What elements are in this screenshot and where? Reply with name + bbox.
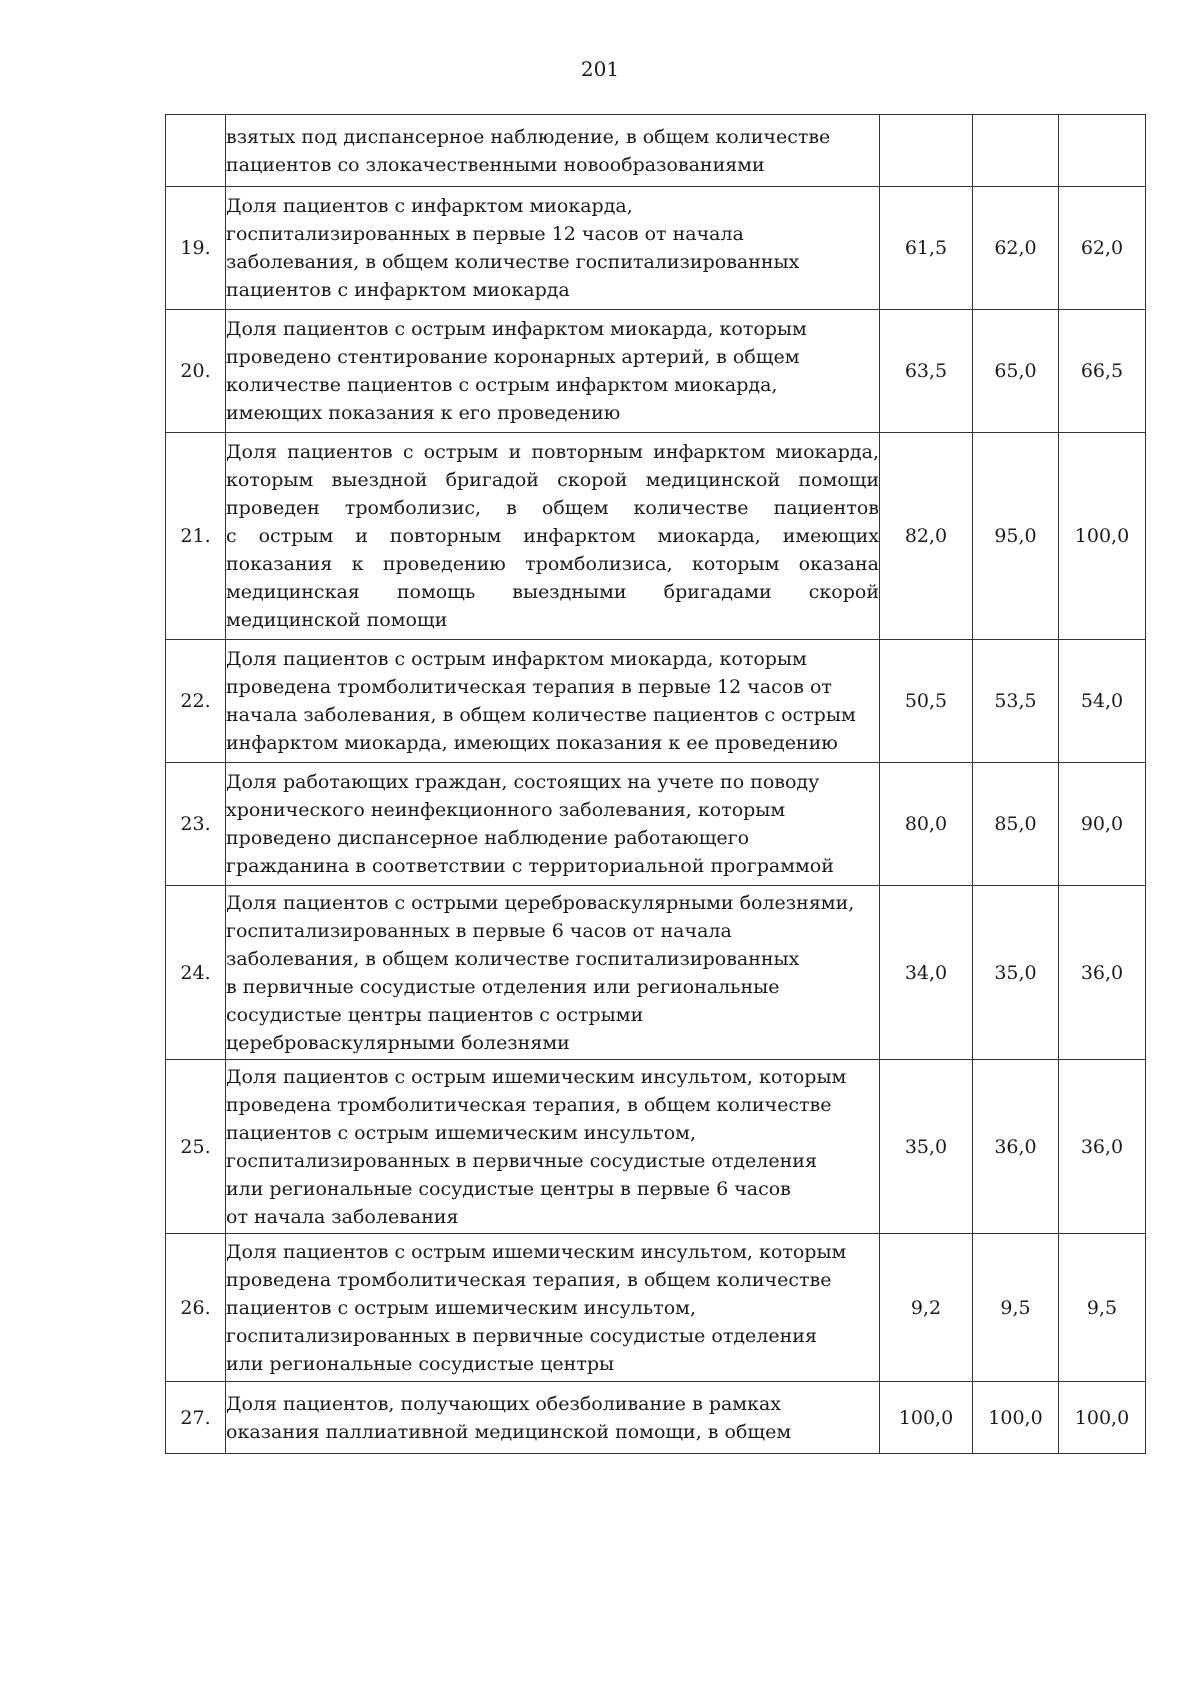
description-line: хронического неинфекционного заболевания, которым <box>226 799 786 821</box>
indicator-description-cell <box>226 1234 880 1382</box>
description-line: взятых под диспансерное наблюдение, в общем количестве <box>226 125 831 148</box>
description-line: с острым и повторным инфарктом миокарда, имеющих <box>226 525 879 547</box>
indicator-value-cell-1: 50,5 <box>880 640 973 763</box>
indicator-value-cell-1: 9,2 <box>880 1234 973 1382</box>
indicator-value-cell-1: 63,5 <box>880 310 973 433</box>
indicator-number-cell: 26. <box>166 1234 226 1382</box>
indicator-number-cell: 27. <box>166 1382 226 1454</box>
description-line: Доля пациентов с острыми цереброваскулярными болезнями, <box>226 891 855 914</box>
description-line: Доля пациентов с острым инфарктом миокарда, которым <box>226 318 807 340</box>
indicator-value-cell-1 <box>880 115 973 187</box>
table-row <box>166 1382 1146 1454</box>
description-line: проведена тромболитическая терапия, в общем количестве <box>226 1093 832 1116</box>
description-line: проведено диспансерное наблюдение работающего <box>226 827 750 849</box>
indicator-value-cell-1: 100,0 <box>880 1382 973 1454</box>
description-line: цереброваскулярными болезнями <box>226 1031 570 1054</box>
description-line: госпитализированных в первые 12 часов от начала <box>226 223 744 245</box>
description-line: количестве пациентов с острым инфарктом миокарда, <box>226 374 778 396</box>
indicator-number-cell: 22. <box>166 640 226 763</box>
indicator-value-cell-2: 36,0 <box>973 1060 1059 1234</box>
indicator-description-cell <box>226 886 880 1060</box>
description-line: госпитализированных в первые 6 часов от начала <box>226 919 732 942</box>
indicator-description-cell <box>226 310 880 433</box>
indicator-value-cell-2 <box>973 115 1059 187</box>
description-line: медицинская помощь выездными бригадами скорой <box>226 581 879 603</box>
indicator-value-cell-2: 62,0 <box>973 187 1059 310</box>
indicator-value-cell-3: 54,0 <box>1059 640 1146 763</box>
description-line: от начала заболевания <box>226 1205 459 1228</box>
description-line: оказания паллиативной медицинской помощи, в общем <box>226 1420 792 1443</box>
table-row <box>166 1060 1146 1234</box>
table-row <box>166 433 1146 640</box>
indicator-value-cell-3: 100,0 <box>1059 433 1146 640</box>
description-line: пациентов с острым ишемическим инсультом, <box>226 1296 696 1319</box>
description-line: медицинской помощи <box>226 609 448 631</box>
description-line: проведено стентирование коронарных артерий, в общем <box>226 346 800 368</box>
indicator-number-cell <box>166 115 226 187</box>
description-line: Доля пациентов с острым и повторным инфарктом миокарда, <box>226 441 879 463</box>
description-line: госпитализированных в первичные сосудистые отделения <box>226 1324 817 1347</box>
indicators-table <box>165 114 1146 1454</box>
description-line: Доля пациентов с инфарктом миокарда, <box>226 195 633 217</box>
description-line: госпитализированных в первичные сосудистые отделения <box>226 1149 817 1172</box>
indicator-value-cell-3: 36,0 <box>1059 1060 1146 1234</box>
indicator-number-cell: 19. <box>166 187 226 310</box>
description-line: Доля пациентов с острым инфарктом миокарда, которым <box>226 648 807 670</box>
indicator-number-cell: 21. <box>166 433 226 640</box>
description-line: или региональные сосудистые центры <box>226 1352 615 1375</box>
indicator-value-cell-1: 35,0 <box>880 1060 973 1234</box>
indicator-value-cell-1: 82,0 <box>880 433 973 640</box>
description-line: Доля работающих граждан, состоящих на учете по поводу <box>226 771 820 793</box>
description-line: которым выездной бригадой скорой медицинской помощи <box>226 469 879 491</box>
indicator-value-cell-2: 95,0 <box>973 433 1059 640</box>
description-line: или региональные сосудистые центры в первые 6 часов <box>226 1177 791 1200</box>
table-row <box>166 115 1146 187</box>
indicator-number-cell: 23. <box>166 763 226 886</box>
indicator-value-cell-2: 53,5 <box>973 640 1059 763</box>
indicator-value-cell-3: 90,0 <box>1059 763 1146 886</box>
indicator-value-cell-2: 65,0 <box>973 310 1059 433</box>
indicator-number-cell: 25. <box>166 1060 226 1234</box>
description-line: инфарктом миокарда, имеющих показания к ее проведению <box>226 732 838 754</box>
indicators-table-body <box>166 115 1146 1454</box>
description-line: имеющих показания к его проведению <box>226 402 621 424</box>
description-line: пациентов со злокачественными новообразованиями <box>226 153 765 176</box>
indicator-value-cell-2: 35,0 <box>973 886 1059 1060</box>
indicator-value-cell-3: 62,0 <box>1059 187 1146 310</box>
indicator-description-cell <box>226 1060 880 1234</box>
description-line: заболевания, в общем количестве госпитализированных <box>226 251 800 273</box>
table-row <box>166 886 1146 1060</box>
description-line: пациентов с инфарктом миокарда <box>226 279 570 301</box>
page-number: 201 <box>580 57 620 81</box>
indicator-value-cell-2: 9,5 <box>973 1234 1059 1382</box>
description-line: Доля пациентов с острым ишемическим инсультом, которым <box>226 1065 847 1088</box>
indicator-value-cell-2: 100,0 <box>973 1382 1059 1454</box>
description-line: показания к проведению тромболизиса, которым оказана <box>226 553 879 575</box>
indicator-value-cell-3: 66,5 <box>1059 310 1146 433</box>
indicator-description-cell <box>226 433 880 640</box>
description-line: гражданина в соответствии с территориальной программой <box>226 855 834 877</box>
table-row <box>166 187 1146 310</box>
table-row <box>166 310 1146 433</box>
indicator-description-cell <box>226 763 880 886</box>
table-row <box>166 1234 1146 1382</box>
description-line: Доля пациентов, получающих обезболивание в рамках <box>226 1392 782 1415</box>
description-line: проведена тромболитическая терапия, в общем количестве <box>226 1268 832 1291</box>
indicator-description-cell <box>226 640 880 763</box>
description-line: пациентов с острым ишемическим инсультом, <box>226 1121 696 1144</box>
indicator-value-cell-2: 85,0 <box>973 763 1059 886</box>
description-line: проведена тромболитическая терапия в первые 12 часов от <box>226 676 832 698</box>
indicator-number-cell: 24. <box>166 886 226 1060</box>
description-line: проведен тромболизис, в общем количестве пациентов <box>226 497 879 519</box>
table-row <box>166 763 1146 886</box>
indicator-value-cell-1: 80,0 <box>880 763 973 886</box>
indicator-value-cell-3: 9,5 <box>1059 1234 1146 1382</box>
description-line: начала заболевания, в общем количестве пациентов с острым <box>226 704 856 726</box>
indicator-value-cell-3: 36,0 <box>1059 886 1146 1060</box>
indicator-value-cell-1: 34,0 <box>880 886 973 1060</box>
indicator-description-cell <box>226 1382 880 1454</box>
indicator-description-cell <box>226 115 880 187</box>
indicator-value-cell-1: 61,5 <box>880 187 973 310</box>
indicator-description-cell <box>226 187 880 310</box>
indicator-number-cell: 20. <box>166 310 226 433</box>
description-line: Доля пациентов с острым ишемическим инсультом, которым <box>226 1240 847 1263</box>
description-line: сосудистые центры пациентов с острыми <box>226 1003 644 1026</box>
indicator-value-cell-3 <box>1059 115 1146 187</box>
indicator-value-cell-3: 100,0 <box>1059 1382 1146 1454</box>
description-line: в первичные сосудистые отделения или региональные <box>226 975 780 998</box>
description-line: заболевания, в общем количестве госпитализированных <box>226 947 800 970</box>
table-row <box>166 640 1146 763</box>
